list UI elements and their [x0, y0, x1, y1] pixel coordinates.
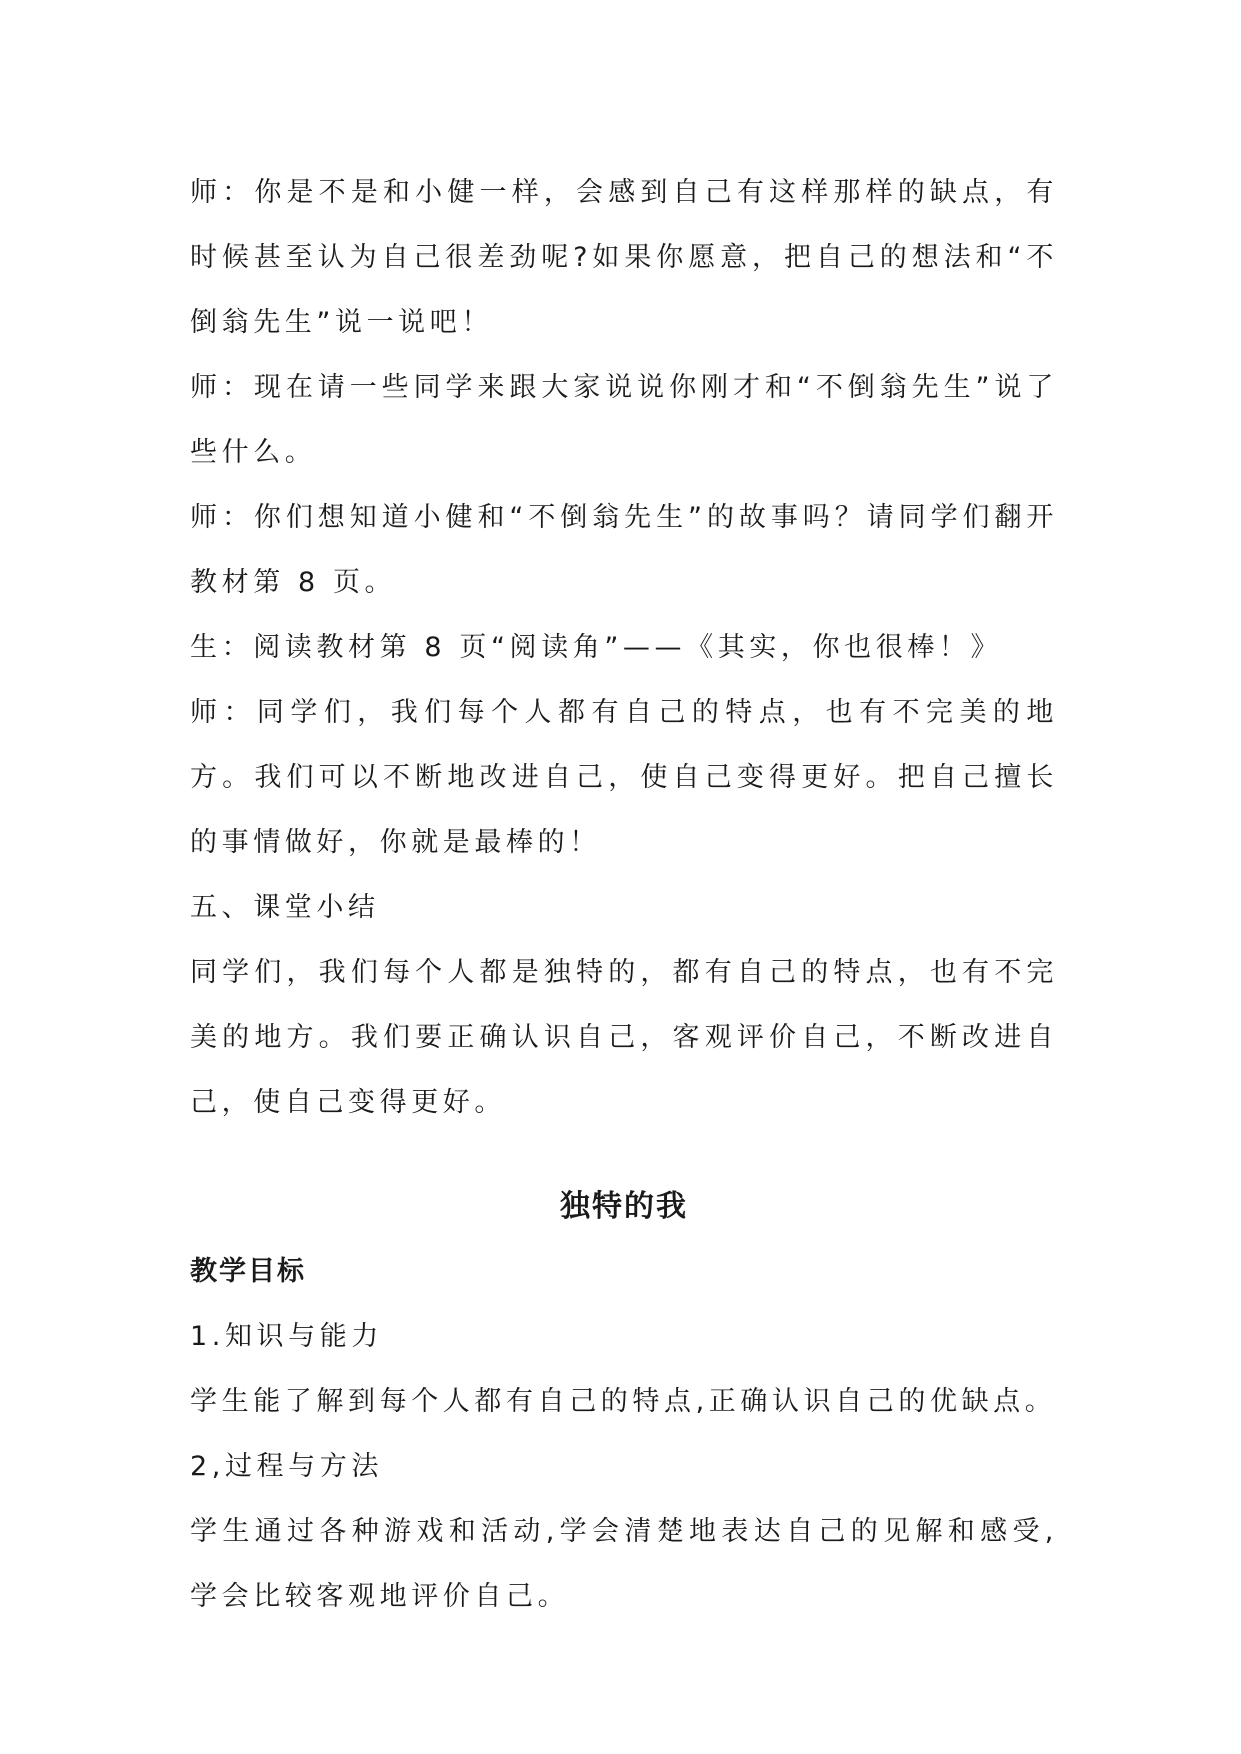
document-page: [190, 160, 1058, 1629]
goal2-text: 学生通过各种游戏和活动,学会清楚地表达自己的见解和感受,学会比较客观地评价自己。: [190, 1516, 1058, 1612]
lesson-title: 独特的我: [560, 1189, 688, 1224]
dialogue-paragraph-1: 师：你是不是和小健一样，会感到自己有这样那样的缺点，有时候甚至认为自己很差劲呢?如果你愿意，把自己的想法和“不倒翁先生”说一说吧！: [190, 177, 1058, 338]
dialogue-paragraph-4: 生：阅读教材第 8 页“阅读角”——《其实，你也很棒！》: [190, 632, 1003, 663]
dialogue-paragraph-3: 师：你们想知道小健和“不倒翁先生”的故事吗？请同学们翻开教材第 8 页。: [190, 502, 1058, 598]
dialogue-paragraph-5: 师：同学们，我们每个人都有自己的特点，也有不完美的地方。我们可以不断地改进自己，使自己变得更好。把自己擅长的事情做好，你就是最棒的！: [190, 697, 1058, 858]
dialogue-paragraph-2: 师：现在请一些同学来跟大家说说你刚才和“不倒翁先生”说了些什么。: [190, 372, 1058, 468]
goal2-heading: 2,过程与方法: [190, 1451, 383, 1482]
goal1-heading: 1.知识与能力: [190, 1321, 383, 1352]
goals-heading: 教学目标: [190, 1256, 306, 1287]
summary-heading: 五、课堂小结: [190, 892, 380, 923]
goal1-text: 学生能了解到每个人都有自己的特点,正确认识自己的优缺点。: [190, 1386, 1057, 1417]
summary-text: 同学们，我们每个人都是独特的，都有自己的特点，也有不完美的地方。我们要正确认识自己，客观评价自己，不断改进自己，使自己变得更好。: [190, 957, 1058, 1118]
